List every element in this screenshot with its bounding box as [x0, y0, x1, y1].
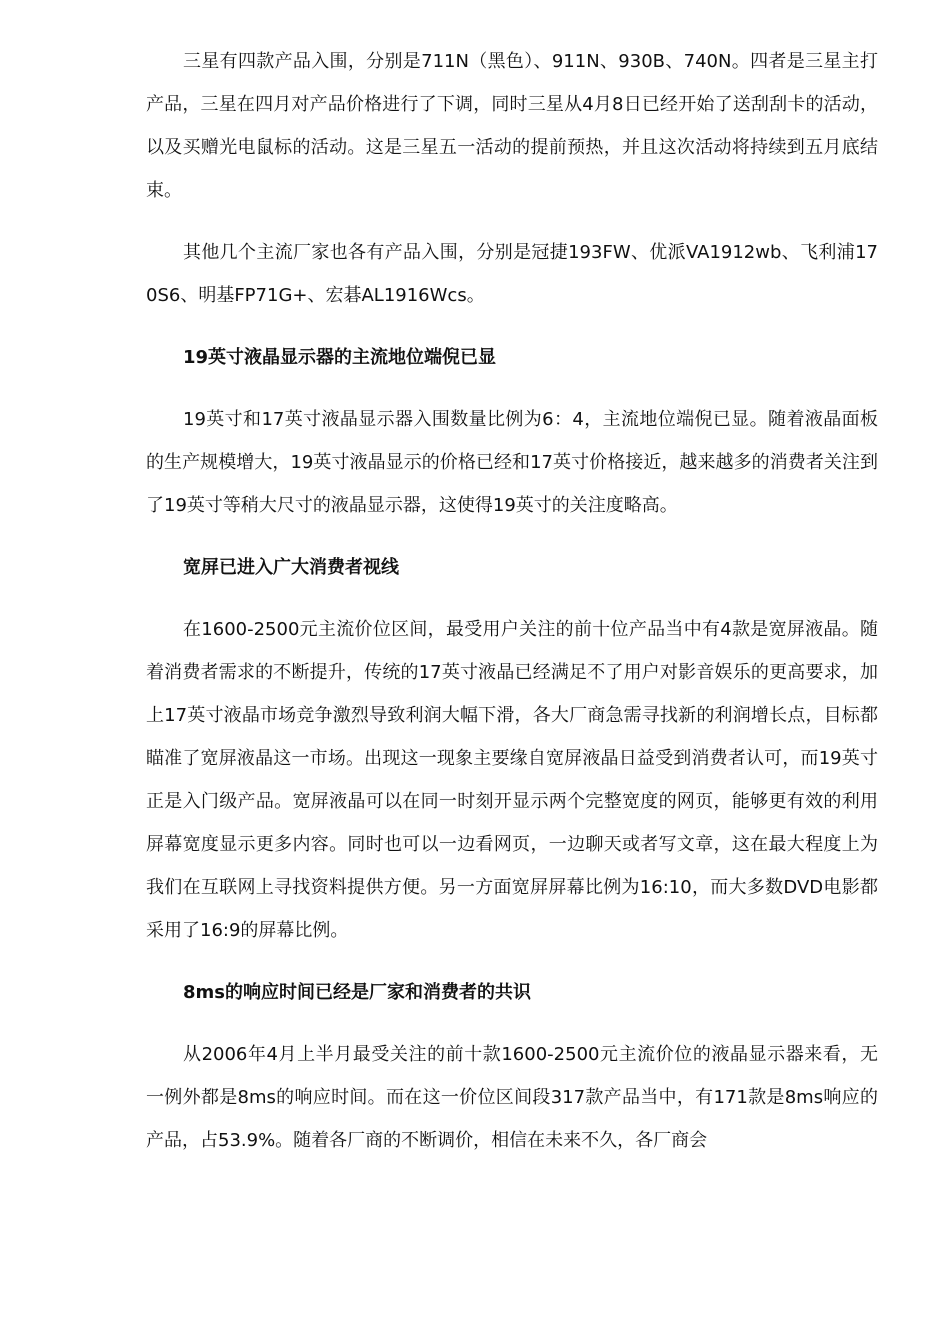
document-body	[146, 40, 878, 1181]
heading-19-inch-mainstream: 19英寸液晶显示器的主流地位端倪已显	[183, 347, 497, 368]
paragraph-other-brands: 其他几个主流厂家也各有产品入围，分别是冠捷193FW、优派VA1912wb、飞利浦170S6、明基FP71G+、宏碁AL1916Wcs。	[146, 242, 878, 306]
heading-widescreen: 宽屏已进入广大消费者视线	[183, 557, 399, 578]
paragraph-samsung-products: 三星有四款产品入围，分别是711N（黑色）、911N、930B、740N。四者是三星主打产品，三星在四月对产品价格进行了下调，同时三星从4月8日已经开始了送刮刮卡的活动，以及买赠光电鼠标的活动。这是三星五一活动的提前预热，并且这次活动将持续到五月底结束。	[146, 51, 878, 201]
heading-8ms-response: 8ms的响应时间已经是厂家和消费者的共识	[183, 982, 531, 1003]
paragraph-19-vs-17-inch: 19英寸和17英寸液晶显示器入围数量比例为6：4，主流地位端倪已显。随着液晶面板的生产规模增大，19英寸液晶显示的价格已经和17英寸价格接近，越来越多的消费者关注到了19英寸等稍大尺寸的液晶显示器，这使得19英寸的关注度略高。	[146, 409, 878, 516]
paragraph-widescreen: 在1600-2500元主流价位区间，最受用户关注的前十位产品当中有4款是宽屏液晶。随着消费者需求的不断提升，传统的17英寸液晶已经满足不了用户对影音娱乐的更高要求，加上17英寸液晶市场竞争激烈导致利润大幅下滑，各大厂商急需寻找新的利润增长点，目标都瞄准了宽屏液晶这一市场。出现这一现象主要缘自宽屏液晶日益受到消费者认可，而19英寸正是入门级产品。宽屏液晶可以在同一时刻开显示两个完整宽度的网页，能够更有效的利用屏幕宽度显示更多内容。同时也可以一边看网页，一边聊天或者写文章，这在最大程度上为我们在互联网上寻找资料提供方便。另一方面宽屏屏幕比例为16:10，而大多数DVD电影都采用了16:9的屏幕比例。	[146, 619, 878, 941]
paragraph-8ms-response: 从2006年4月上半月最受关注的前十款1600-2500元主流价位的液晶显示器来看，无一例外都是8ms的响应时间。而在这一价位区间段317款产品当中，有171款是8ms响应的产品，占53.9%。随着各厂商的不断调价，相信在未来不久，各厂商会	[146, 1044, 878, 1151]
